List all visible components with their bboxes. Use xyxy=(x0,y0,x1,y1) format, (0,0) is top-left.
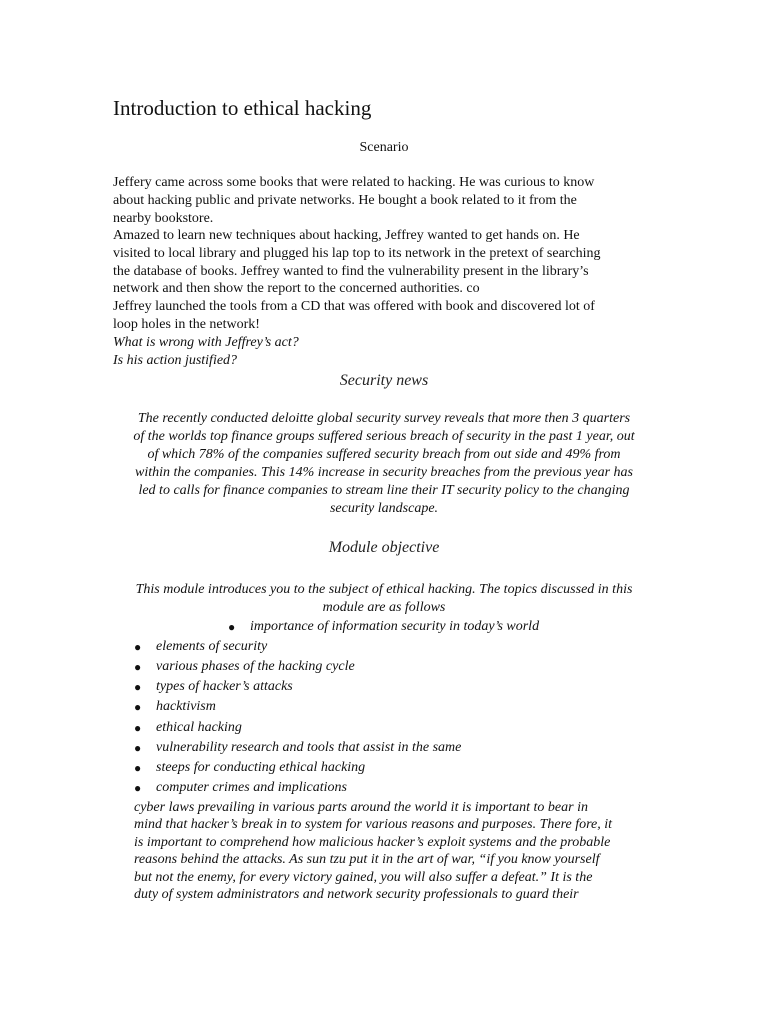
bullet-icon: ● xyxy=(134,640,142,654)
text-line: cyber laws prevailing in various parts around the world it is important to bear in xyxy=(134,800,588,815)
scenario-question-1: What is wrong with Jeffrey’s act? xyxy=(113,335,299,350)
text-line: network and then show the report to the concerned authorities. co xyxy=(113,281,480,297)
bullet-icon: ● xyxy=(134,660,142,674)
text-line: module are as follows xyxy=(322,600,446,615)
security-news-heading: Security news xyxy=(339,372,429,389)
text-line: of which 78% of the companies suffered security breach from out side and 49% from xyxy=(147,447,621,462)
text-line: about hacking public and private networks. He bought a book related to it from the xyxy=(113,192,577,208)
bullet-icon: ● xyxy=(228,620,236,634)
text-line: nearby bookstore. xyxy=(113,210,214,226)
text-line: security landscape. xyxy=(329,501,439,516)
text-line: within the companies. This 14% increase in security breaches from the previous year has xyxy=(135,465,633,480)
bullet-icon: ● xyxy=(134,741,142,755)
text-line: This module introduces you to the subject of ethical hacking. The topics discussed in this xyxy=(135,582,633,597)
security-news-body xyxy=(100,410,668,518)
bullet-icon: ● xyxy=(134,700,142,714)
text-line: Amazed to learn new techniques about hacking, Jeffrey wanted to get hands on. He xyxy=(113,228,580,243)
text-line: is important to comprehend how malicious hacker’s exploit systems and the probable xyxy=(134,834,611,850)
bullet-icon: ● xyxy=(134,781,142,795)
text-line: of the worlds top finance groups suffered serious breach of security in the past 1 year, out xyxy=(133,429,635,444)
page-title: Introduction to ethical hacking xyxy=(113,96,372,120)
text-line: but not the enemy, for every victory gained, you will also suffer a defeat.” It is the xyxy=(134,869,593,885)
text-line: loop holes in the network! xyxy=(113,316,260,332)
scenario-paragraph-3 xyxy=(113,298,653,334)
module-objective-heading: Module objective xyxy=(328,539,440,556)
text-line: Jeffery came across some books that were related to hacking. He was curious to know xyxy=(113,175,595,190)
text-line: the database of books. Jeffrey wanted to find the vulnerability present in the library’s xyxy=(113,263,589,279)
scenario-question-2: Is his action justified? xyxy=(113,353,238,368)
text-line: The recently conducted deloitte global security survey reveals that more then 3 quarters xyxy=(137,411,631,426)
closing-paragraph xyxy=(134,799,612,903)
scenario-heading: Scenario xyxy=(359,140,409,155)
text-line: duty of system administrators and network security professionals to guard their xyxy=(134,887,579,903)
document-page: Introduction to ethical hacking Scenario Jeffery came across some books that were related to hacking. He was curious to know about hacking public and private networks. He bought a book related to it from the nearby bookstore. Amazed to learn new techniques about hacking, Jeffrey wanted to get hands on. He visited to local library and plugged his lap top to its network in the pretext of searching the database of books. Jeffrey wanted to find the vulnerability present in the library’s network and then show the report to the concerned authorities. co Jeffrey launched the tools from a CD that was offered with book and discovered lot of loop holes in the network! What is wrong with Jeffrey’s act? Is his action justified? Security news The recently conducted deloitte global security survey reveals that more then 3 quarters of the worlds top finance groups suffered serious breach of security in the past 1 year, out of which 78% of the companies suffered security breach from out side and 49% from within the companies. This 14% increase in security breaches from the previous year has led to calls for finance companies to stream line their IT security policy to the changing security landscape. Module objective This module introduces you to the subject of ethical hacking. The topics discussed in this module are as follows ● importance of information security in today’s world ● elements of security ● various phases of the hacking cycle ● types of hacker’s attacks ● hacktivism ● ethical hacking ● vulnerability research and tools that assist in the same ● steeps for conducting ethical hacking ● computer crimes and implications cyber laws prevailing in various parts around the world it is important to bear in mind that hacker’s break in to system for various reasons and purposes. There fore, it is important to comprehend how malicious hacker’s exploit systems and the probable reasons behind the attacks. As sun tzu put it in the art of war, “if you know yourself but not the enemy, for every victory gained, you will also suffer a defeat.” It is the duty of system administrators and network security professionals to guard their xyxy=(0,0,768,1024)
text-line: Jeffrey launched the tools from a CD that was offered with book and discovered lot of xyxy=(113,299,595,314)
scenario-paragraph-2 xyxy=(113,227,653,298)
bullet-icon: ● xyxy=(134,761,142,775)
text-line: visited to local library and plugged his lap top to its network in the pretext of searching xyxy=(113,245,601,261)
text-line: led to calls for finance companies to stream line their IT security policy to the changing xyxy=(138,483,630,498)
text-line: reasons behind the attacks. As sun tzu put it in the art of war, “if you know yourself xyxy=(134,852,600,868)
bullet-icon: ● xyxy=(134,721,142,735)
scenario-paragraph-1 xyxy=(113,174,653,227)
text-line: mind that hacker’s break in to system for various reasons and purposes. There fore, it xyxy=(134,817,613,833)
bullet-icon: ● xyxy=(134,680,142,694)
module-intro xyxy=(100,581,668,617)
